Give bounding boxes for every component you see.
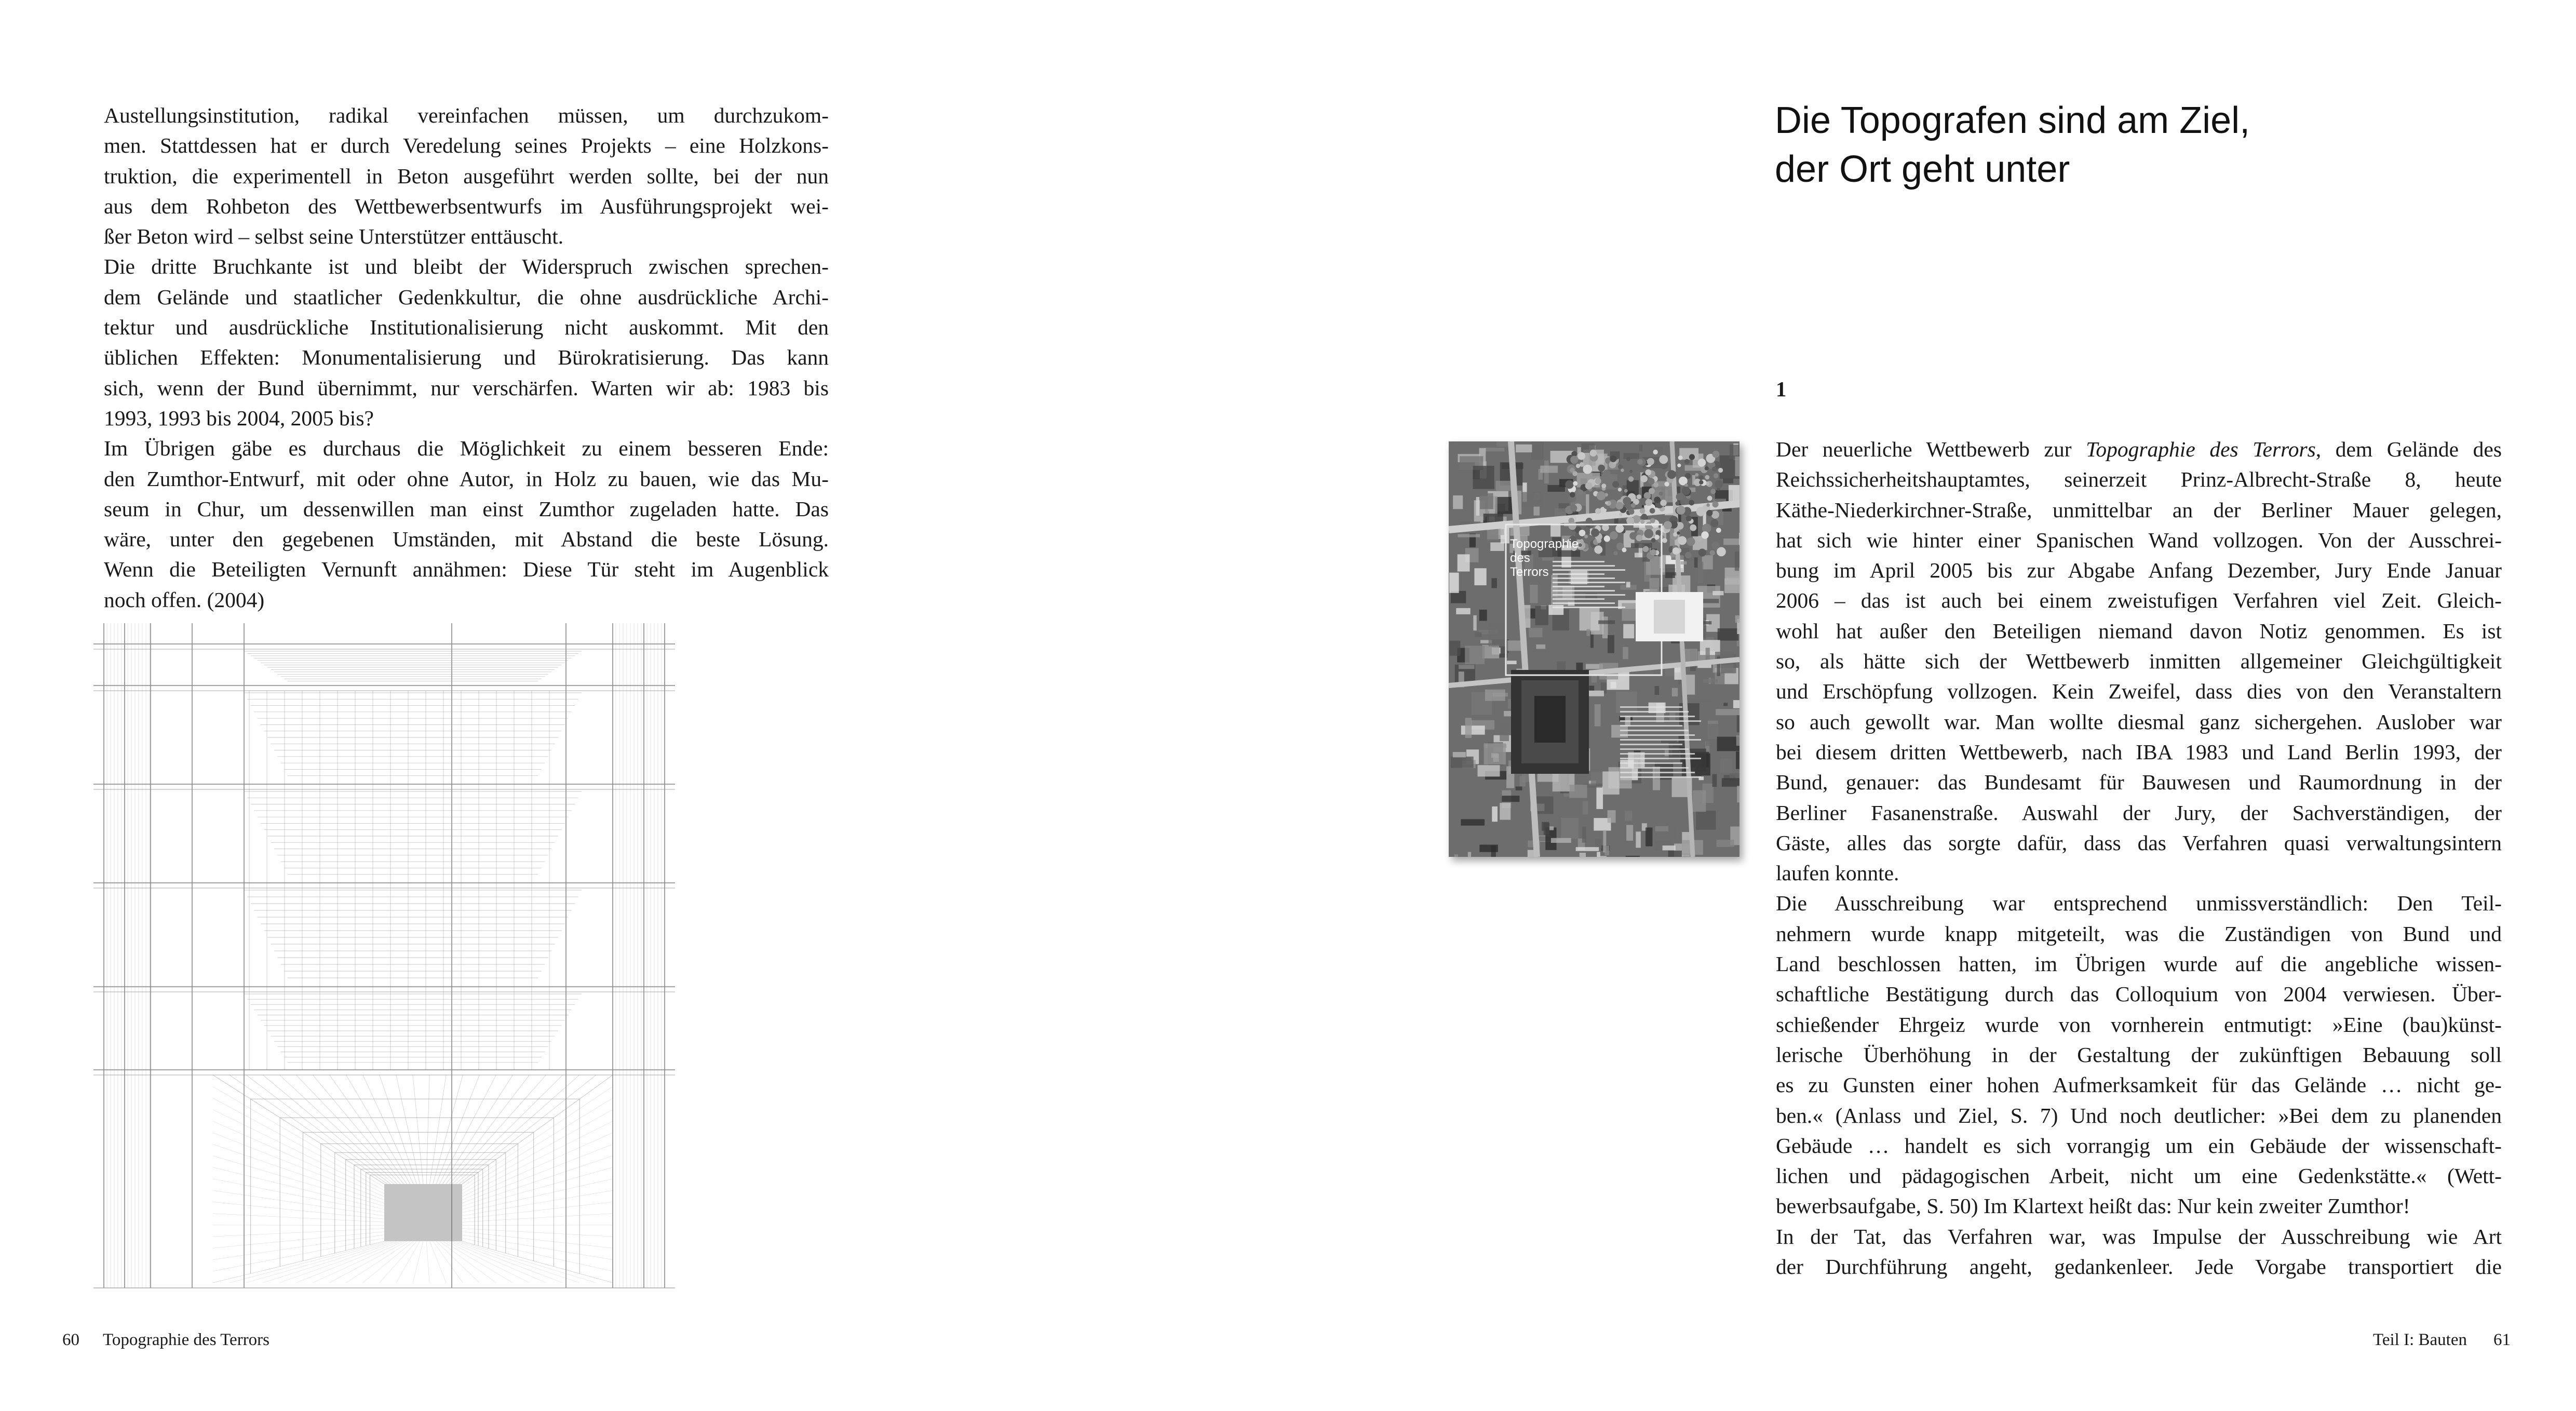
text-line: Bund, genauer: das Bundesamt für Bauwesen und Raumordnung in der (1776, 770, 2502, 795)
zumthor-structure-drawing (93, 623, 675, 1298)
text-line: bewerbsaufgabe, S. 50) Im Klartext heißt das: Nur kein zweiter Zumthor! (1776, 1194, 2410, 1218)
page-number-right: 61 (2493, 1331, 2511, 1349)
text-line: Berliner Fasanenstraße. Auswahl der Jury, der Sachverständigen, der (1776, 800, 2502, 825)
text-line: lerische Überhöhung in der Gestaltung der zukünftigen Bebauung soll (1776, 1042, 2502, 1067)
text-part: , dem Gelände des (2315, 437, 2502, 461)
text-line: dem Gelände und staatlicher Gedenkkultur, die ohne ausdrückliche Archi- (104, 285, 829, 309)
heading-line: Die Topografen sind am Ziel, (1775, 100, 2250, 141)
text-line: Im Übrigen gäbe es durchaus die Möglichkeit zu einem besseren Ende: (104, 436, 829, 461)
text-line: den Zumthor-Entwurf, mit oder ohne Autor, in Holz zu bauen, wie das Mu- (104, 466, 829, 491)
text-line (1776, 434, 2502, 464)
text-line: Käthe-Niederkirchner-Straße, unmittelbar an der Berliner Mauer gelegen, (1776, 498, 2502, 522)
text-part: Der neuerliche Wettbewerb zur (1776, 437, 2086, 461)
text-line: truktion, die experimentell in Beton ausgeführt werden sollte, bei der nun (104, 164, 829, 188)
text-line: aus dem Rohbeton des Wettbewerbsentwurfs im Ausführungsprojekt wei- (104, 194, 829, 218)
text-line: wohl hat außer den Beteiligen niemand davon Notiz genommen. Es ist (1776, 619, 2502, 643)
poster-title-line: Topographie (1510, 537, 1579, 551)
paragraph (104, 251, 829, 433)
text-line: 2006 – das ist auch bei einem zweistufigen Verfahren viel Zeit. Gleich- (1776, 588, 2502, 613)
text-line: sich, wenn der Bund übernimmt, nur verschärfen. Warten wir ab: 1983 bis (104, 375, 829, 400)
running-title-right: Teil I: Bauten (2373, 1331, 2467, 1349)
text-line: bung im April 2005 bis zur Abgabe Anfang Dezember, Jury Ende Januar (1776, 558, 2502, 583)
paragraph (1776, 888, 2502, 1221)
running-title-left: Topographie des Terrors (103, 1331, 270, 1349)
text-line: Austellungsinstitution, radikal vereinfachen müssen, um durchzukom- (104, 103, 829, 127)
text-line: men. Stattdessen hat er durch Veredelung seines Projekts – eine Holzkons- (104, 133, 829, 158)
paragraph (1776, 434, 2502, 888)
text-line: Reichssicherheitshauptamtes, seinerzeit Prinz-Albrecht-Straße 8, heute (1776, 467, 2502, 492)
text-line: Wenn die Beteiligten Vernunft annähmen: Diese Tür steht im Augenblick (104, 557, 829, 582)
text-line: seum in Chur, um dessenwillen man einst Zumthor zugeladen hatte. Das (104, 496, 829, 521)
text-line: ben.« (Anlass und Ziel, S. 7) Und noch deutlicher: »Bei dem zu planenden (1776, 1103, 2502, 1127)
text-line: tektur und ausdrückliche Institutionalisierung nicht auskommt. Mit den (104, 315, 829, 340)
text-line: ßer Beton wird – selbst seine Unterstützer enttäuscht. (104, 224, 564, 249)
text-line: so, als hätte sich der Wettbewerb inmitten allgemeiner Gleichgültigkeit (1776, 649, 2502, 674)
text-line: üblichen Effekten: Monumentalisierung und Bürokratisierung. Das kann (104, 345, 829, 370)
text-line: nehmern wurde knapp mitgeteilt, was die Zuständigen von Bund und (1776, 921, 2502, 946)
text-line: und Erschöpfung vollzogen. Kein Zweifel, dass dies von den Veranstaltern (1776, 679, 2502, 704)
text-line: In der Tat, das Verfahren war, was Impulse der Ausschreibung wie Art (1776, 1224, 2502, 1248)
paragraph (1776, 1221, 2502, 1282)
book-title: Topographie des Terrors (2086, 437, 2316, 461)
text-line: hat sich wie hinter einer Spanischen Wand vollzogen. Von der Ausschrei- (1776, 528, 2502, 552)
section-number: 1 (1776, 377, 1787, 401)
text-line: lichen und pädagogischen Arbeit, nicht um eine Gedenkstätte.« (Wett- (1776, 1164, 2502, 1188)
left-body-text (104, 100, 829, 615)
chapter-heading (1775, 96, 2502, 194)
right-page (1288, 0, 2576, 1411)
text-line: der Durchführung angeht, gedankenleer. Jede Vorgabe transportiert die (1776, 1255, 2502, 1279)
competition-poster-image (1449, 441, 1739, 857)
aerial-photo (1449, 441, 1739, 857)
text-line: Die Ausschreibung war entsprechend unmissverständlich: Den Teil- (1776, 891, 2502, 916)
text-line: 1993, 1993 bis 2004, 2005 bis? (104, 406, 374, 430)
paragraph (104, 100, 829, 251)
right-body-text (1776, 434, 2502, 1282)
text-line: Die dritte Bruchkante ist und bleibt der Widerspruch zwischen sprechen- (104, 254, 829, 279)
text-line: Gebäude … handelt es sich vorrangig um ein Gebäude der wissenschaft- (1776, 1133, 2502, 1158)
text-line: laufen konnte. (1776, 861, 1899, 885)
heading-line: der Ort geht unter (1775, 149, 2070, 190)
page-number-left: 60 (62, 1331, 79, 1349)
text-line: schießender Ehrgeiz wurde von vornherein entmutigt: »Eine (bau)künst- (1776, 1012, 2502, 1037)
text-line: Land beschlossen hatten, im Übrigen wurde auf die angebliche wissen- (1776, 952, 2502, 976)
text-line: noch offen. (2004) (104, 587, 265, 612)
text-line: schaftliche Bestätigung durch das Colloquium von 2004 verwiesen. Über- (1776, 982, 2502, 1006)
text-line: es zu Gunsten einer hohen Aufmerksamkeit für das Gelände … nicht ge- (1776, 1073, 2502, 1097)
text-line: bei diesem dritten Wettbewerb, nach IBA 1983 und Land Berlin 1993, der (1776, 740, 2502, 764)
paragraph (104, 433, 829, 615)
poster-title-line: Terrors (1510, 565, 1549, 579)
text-line: so auch gewollt war. Man wollte diesmal ganz sichergehen. Auslober war (1776, 709, 2502, 734)
poster-title-line: des (1510, 551, 1530, 565)
text-line: Gäste, alles das sorgte dafür, dass das Verfahren quasi verwaltungsintern (1776, 830, 2502, 855)
text-line: wäre, unter den gegebenen Umständen, mit Abstand die beste Lösung. (104, 527, 829, 552)
